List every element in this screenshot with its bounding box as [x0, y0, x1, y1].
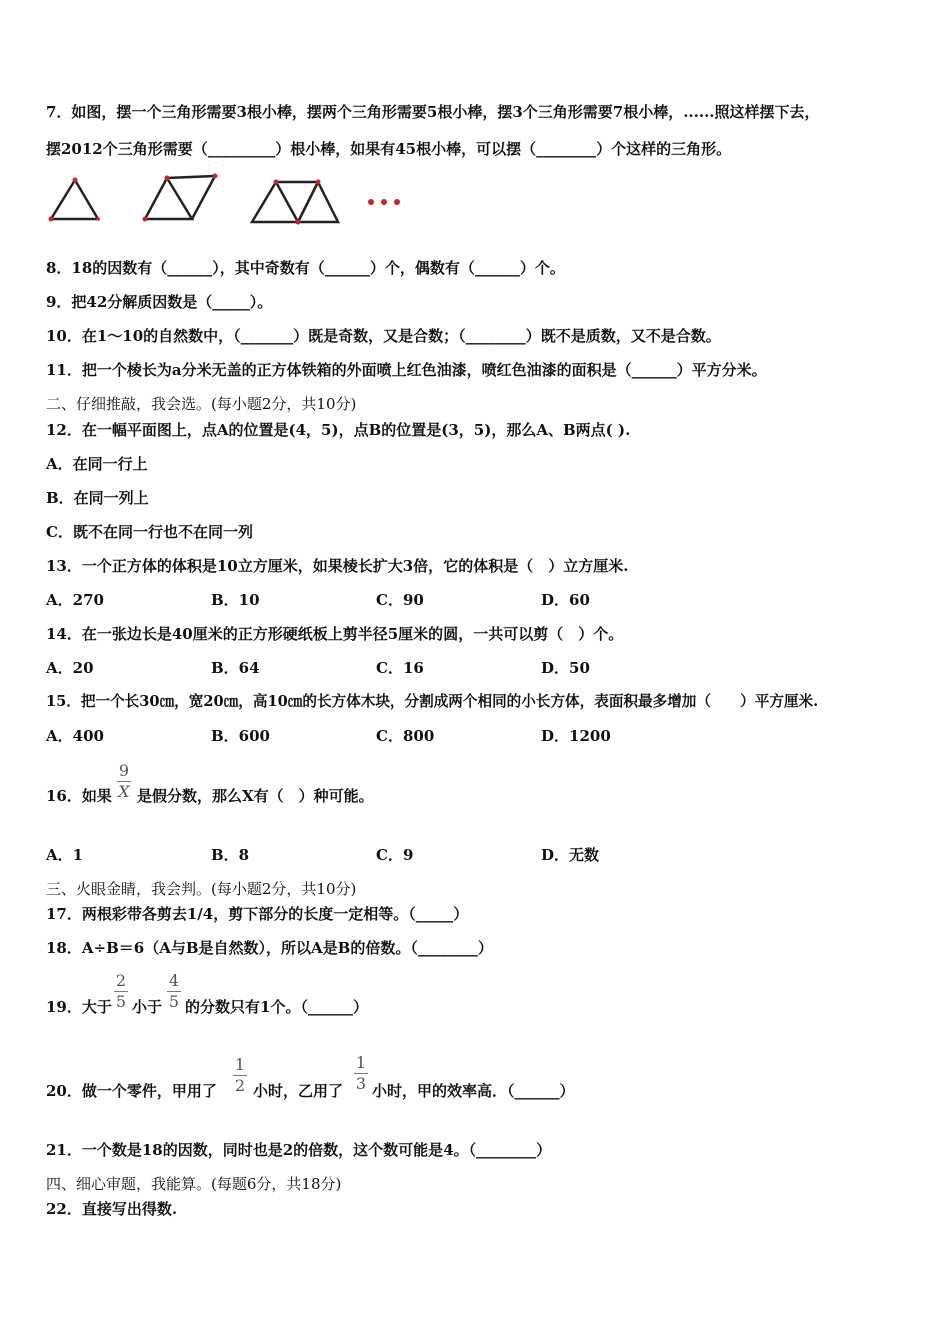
question-13-option-a: A．270 [46, 591, 104, 609]
question-13-stem: 13．一个正方体的体积是10立方厘米，如果棱长扩大3倍，它的体积是（ ）立方厘米. [46, 557, 629, 575]
question-14-option-a: A．20 [46, 659, 94, 677]
question-17: 17．两根彩带各剪去1/4，剪下部分的长度一定相等。（_____） [46, 905, 469, 923]
question-15-stem: 15．把一个长30㎝，宽20㎝，高10㎝的长方体木块，分割成两个相同的小长方体，表面积最多增加（ ）平方厘米. [46, 693, 819, 710]
question-13-option-d: D．60 [541, 591, 590, 609]
fraction-1-2: 1 2 [234, 1055, 246, 1095]
question-14-option-b: B．64 [211, 659, 260, 677]
triangle-1 [51, 180, 98, 219]
question-14-option-c: C．16 [376, 659, 424, 677]
question-19-part-1: 19．大于 [46, 998, 112, 1016]
triangles-figure [40, 170, 460, 230]
fraction-2-5: 2 5 [115, 971, 127, 1011]
question-16-prefix: 16．如果 [46, 787, 112, 805]
triangle-3a [252, 182, 298, 222]
question-18: 18．A÷B＝6（A与B是自然数），所以A是B的倍数。（________） [46, 939, 493, 957]
question-8: 8．18的因数有（______），其中奇数有（______）个，偶数有（______）个。 [46, 259, 565, 277]
question-15-option-c: C．800 [376, 727, 435, 745]
question-22: 22．直接写出得数. [46, 1200, 178, 1218]
triangle-3c [298, 182, 338, 222]
fraction-1-3: 1 3 [355, 1053, 367, 1093]
question-15-option-a: A．400 [46, 727, 104, 745]
triangle-2a [145, 178, 192, 219]
triangle-3b [276, 182, 318, 222]
section-4-heading: 四、细心审题，我能算。(每题6分，共18分) [46, 1175, 342, 1193]
section-2-heading: 二、仔细推敲，我会选。(每小题2分，共10分) [46, 395, 357, 413]
question-16-option-b: B．8 [211, 846, 250, 864]
question-16-option-c: C．9 [376, 846, 414, 864]
triangle-2b [167, 176, 215, 219]
question-16-suffix: 是假分数，那么X有（ ）种可能。 [137, 787, 374, 805]
question-12-stem: 12．在一幅平面图上，点A的位置是(4，5)，点B的位置是(3，5)，那么A、B两点( ). [46, 421, 631, 439]
question-19-part-3: 的分数只有1个。（______） [185, 998, 368, 1016]
question-9: 9．把42分解质因数是（_____）。 [46, 293, 273, 311]
section-3-heading: 三、火眼金睛，我会判。(每小题2分，共10分) [46, 880, 357, 898]
question-14-option-d: D．50 [541, 659, 590, 677]
question-13-option-c: C．90 [376, 591, 424, 609]
fraction-4-5: 4 5 [168, 971, 180, 1011]
question-12-option-c: C．既不在同一行也不在同一列 [46, 523, 253, 541]
question-12-option-a: A．在同一行上 [46, 455, 148, 473]
question-14-stem: 14．在一张边长是40厘米的正方形硬纸板上剪半径5厘米的圆，一共可以剪（ ）个。 [46, 625, 624, 643]
question-13-option-b: B．10 [211, 591, 260, 609]
question-15-option-b: B．600 [211, 727, 270, 745]
question-10: 10．在1～10的自然数中，（_______）既是奇数，又是合数；（________）既不是质数，又不是合数。 [46, 327, 721, 345]
question-7-line-2: 摆2012个三角形需要（_________）根小棒，如果有45根小棒，可以摆（________）个这样的三角形。 [46, 140, 732, 158]
question-20-part-1: 20．做一个零件，甲用了 [46, 1082, 217, 1100]
question-21: 21．一个数是18的因数，同时也是2的倍数，这个数可能是4。（________） [46, 1141, 552, 1159]
question-15-option-d: D．1200 [541, 727, 611, 745]
fraction-9-over-x: 9 X [118, 761, 130, 801]
question-19-part-2: 小于 [132, 998, 163, 1016]
question-16-option-d: D．无数 [541, 846, 600, 864]
question-12-option-b: B．在同一列上 [46, 489, 149, 507]
question-20-part-2: 小时，乙用了 [253, 1082, 344, 1100]
question-16-option-a: A．1 [46, 846, 84, 864]
question-7-line-1: 7．如图，摆一个三角形需要3根小棒，摆两个三角形需要5根小棒，摆3个三角形需要7根小棒，......照这样摆下去， [46, 103, 820, 121]
question-20-part-3: 小时，甲的效率高．（______） [372, 1082, 575, 1100]
question-11: 11．把一个棱长为a分米无盖的正方体铁箱的外面喷上红色油漆，喷红色油漆的面积是（______）平方分米。 [46, 361, 767, 379]
